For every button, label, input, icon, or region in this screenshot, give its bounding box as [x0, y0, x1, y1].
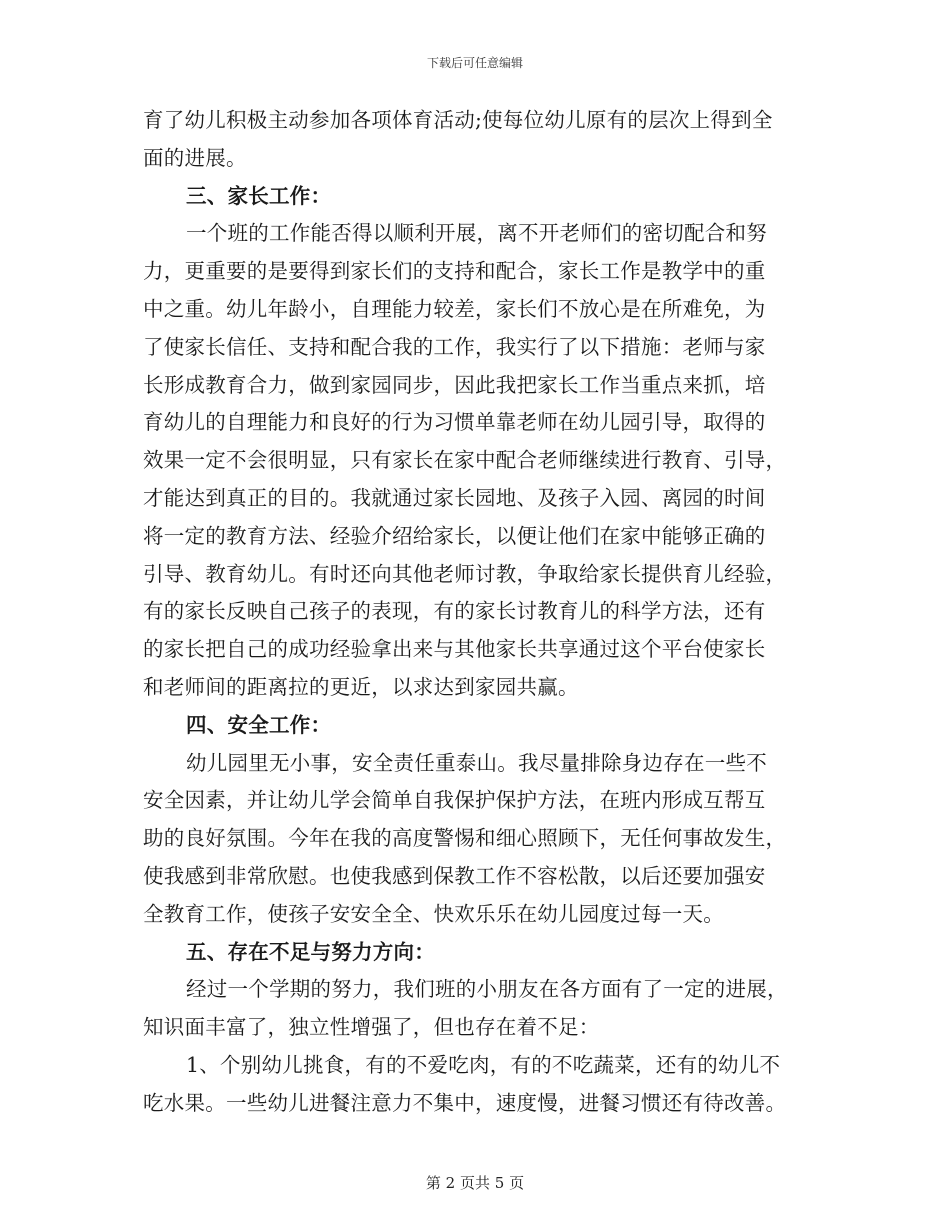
text-line: 引导、教育幼儿。有时还向其他老师讨教，争取给家长提供育儿经验， [143, 561, 787, 586]
page-footer: 第 2 页共 5 页 [425, 1174, 525, 1192]
text-line: 有的家长反映自己孩子的表现，有的家长讨教育儿的科学方法，还有 [143, 599, 766, 624]
text-line: 长形成教育合力，做到家园同步，因此我把家长工作当重点来抓，培 [143, 372, 766, 397]
text-line: 了使家长信任、支持和配合我的工作，我实行了以下措施：老师与家 [143, 334, 766, 359]
text-line: 吃水果。一些幼儿进餐注意力不集中，速度慢，进餐习惯还有待改善。 [143, 1090, 787, 1115]
text-line: 育幼儿的自理能力和良好的行为习惯单靠老师在幼儿园引导，取得的 [143, 410, 766, 435]
text-line: 使我感到非常欣慰。也使我感到保教工作不容松散，以后还要加强安 [143, 863, 766, 888]
section-heading: 五、存在不足与努力方向： [186, 939, 435, 964]
text-line: 中之重。幼儿年龄小，自理能力较差，家长们不放心是在所难免，为 [143, 296, 766, 321]
text-line: 幼儿园里无小事，安全责任重泰山。我尽量排除身边存在一些不 [186, 750, 767, 775]
text-line: 安全因素，并让幼儿学会简单自我保护保护方法，在班内形成互帮互 [143, 788, 766, 813]
text-line: 1、个别幼儿挑食，有的不爱吃肉，有的不吃蔬菜，还有的幼儿不 [186, 1052, 781, 1077]
text-line: 和老师间的距离拉的更近，以求达到家园共赢。 [143, 674, 579, 699]
text-line: 一个班的工作能否得以顺利开展，离不开老师们的密切配合和努 [186, 221, 767, 246]
page-header: 下载后可任意编辑 [426, 56, 523, 70]
text-line: 经过一个学期的努力，我们班的小朋友在各方面有了一定的进展， [186, 977, 788, 1002]
text-line: 的家长把自己的成功经验拿出来与其他家长共享通过这个平台使家长 [143, 637, 766, 662]
document-body [143, 102, 823, 1123]
text-line: 全教育工作，使孩子安安全全、快欢乐乐在幼儿园度过每一天。 [143, 901, 724, 926]
text-line: 才能达到真正的目的。我就通过家长园地、及孩子入园、离园的时间 [143, 485, 766, 510]
text-line: 助的良好氛围。今年在我的高度警惕和细心照顾下，无任何事故发生， [143, 826, 787, 851]
section-heading: 三、家长工作： [186, 183, 332, 208]
text-line: 力，更重要的是要得到家长们的支持和配合，家长工作是教学中的重 [143, 259, 766, 284]
text-line: 面的进展。 [143, 145, 247, 170]
section-heading: 四、安全工作： [186, 712, 332, 737]
text-line: 知识面丰富了，独立性增强了，但也存在着不足： [143, 1015, 600, 1040]
text-line: 将一定的教育方法、经验介绍给家长，以便让他们在家中能够正确的 [143, 523, 766, 548]
text-line: 效果一定不会很明显，只有家长在家中配合老师继续进行教育、引导， [143, 448, 787, 473]
text-line: 育了幼儿积极主动参加各项体育活动;使每位幼儿原有的层次上得到全 [143, 108, 773, 132]
